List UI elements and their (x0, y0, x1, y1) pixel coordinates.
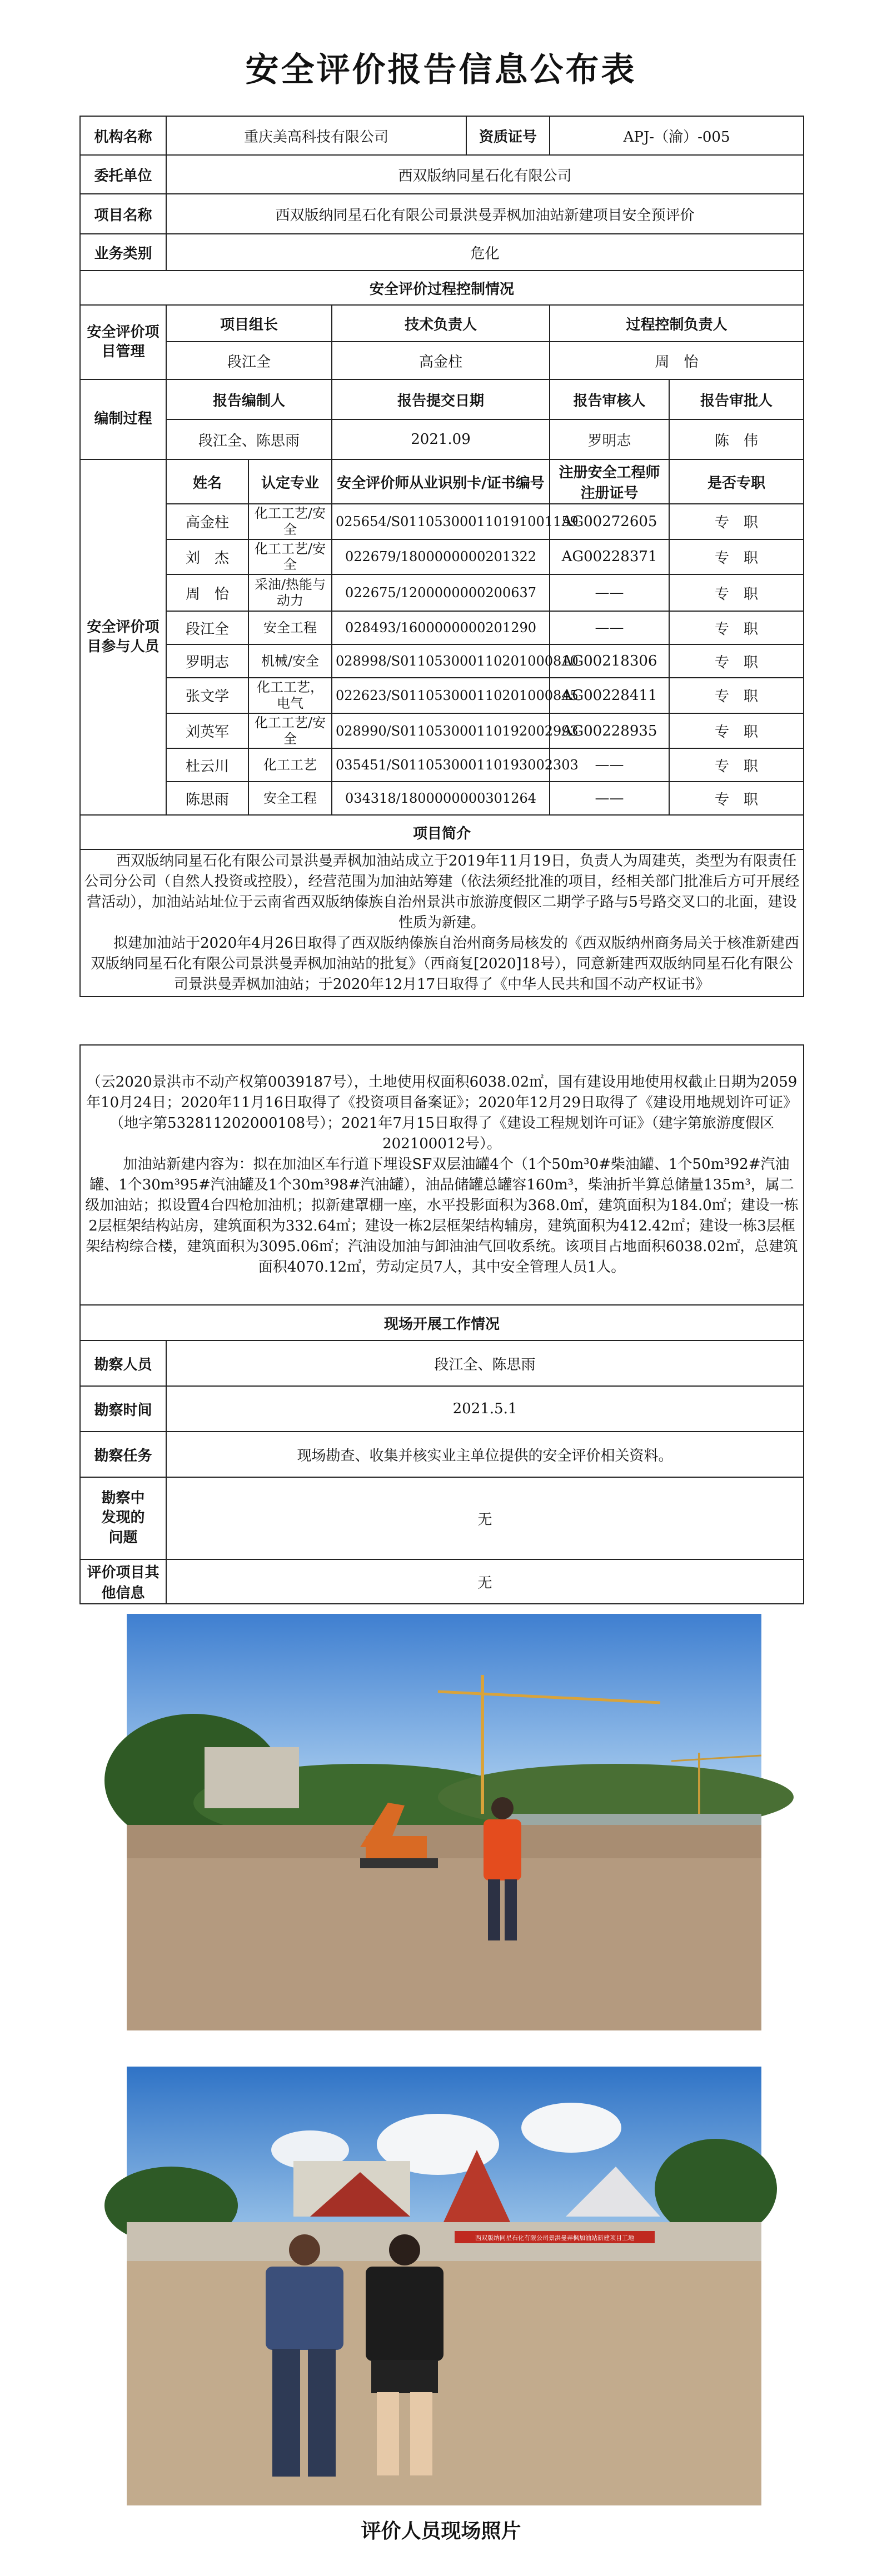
project-label: 项目名称 (80, 194, 166, 234)
personnel-reg: —— (550, 782, 669, 815)
site-label-task: 勘察任务 (80, 1432, 166, 1477)
personnel-fulltime: 专 职 (669, 504, 804, 539)
page-title: 安全评价报告信息公布表 (245, 51, 637, 89)
continuation-table (79, 1044, 804, 1604)
cert-value: APJ-（渝）-005 (550, 116, 804, 155)
cert-label: 资质证号 (466, 116, 550, 155)
photo-caption: 评价人员现场照片 (361, 2519, 521, 2543)
personnel-fulltime: 专 职 (669, 644, 804, 678)
mgmt-value-leader: 段江全 (166, 342, 332, 379)
prep-value-reviewer: 罗明志 (550, 419, 669, 459)
personnel-name: 陈思雨 (166, 782, 248, 815)
prep-header-reviewer: 报告审核人 (550, 379, 669, 419)
site-value-staff: 段江全、陈思雨 (166, 1340, 804, 1386)
personnel-major: 安全工程 (248, 782, 332, 815)
personnel-header-name: 姓名 (166, 459, 248, 504)
site-photo-2 (127, 2067, 761, 2505)
summary-continued-paragraph-1: （云2020景洪市不动产权第0039187号），土地使用权面积6038.02㎡，国有建设用地使用权截止日期为2059年10月24日；2020年11月16日取得了《投资项目备案证》；2020年12月29日取得了《建设用地规划许可证》（地字第532811202000108号）；2021年7月15日取得了《建设工程规划许可证》（建字第旅游度假区202100012号）。 (86, 1074, 798, 1153)
personnel-label: 安全评价项目参与人员 (80, 459, 166, 815)
personnel-row (80, 782, 804, 815)
personnel-fulltime: 专 职 (669, 678, 804, 713)
project-value: 西双版纳同星石化有限公司景洪曼弄枫加油站新建项目安全预评价 (166, 194, 804, 234)
process-section-title: 安全评价过程控制情况 (80, 271, 804, 305)
personnel-reg: AG00228371 (550, 539, 669, 575)
client-label: 委托单位 (80, 155, 166, 194)
personnel-header-reg: 注册安全工程师注册证号 (550, 459, 669, 504)
prep-header-approver: 报告审批人 (669, 379, 804, 419)
personnel-row (80, 713, 804, 749)
personnel-name: 罗明志 (166, 644, 248, 678)
personnel-reg: AG00228935 (550, 713, 669, 749)
site-value-other: 无 (166, 1559, 804, 1604)
personnel-table (80, 459, 804, 815)
mgmt-label: 安全评价项目管理 (80, 305, 166, 379)
site-value-task: 现场勘查、收集并核实业主单位提供的安全评价相关资料。 (166, 1432, 804, 1477)
mgmt-value-control: 周 怡 (550, 342, 804, 379)
mgmt-header-control: 过程控制负责人 (550, 305, 804, 342)
personnel-row (80, 644, 804, 678)
personnel-card: 028998/S011053000110201000810 (332, 644, 550, 678)
prep-value-author: 段江全、陈思雨 (166, 419, 332, 459)
personnel-row (80, 611, 804, 644)
personnel-card: 035451/S011053000110193002303 (332, 748, 550, 782)
personnel-name: 杜云川 (166, 748, 248, 782)
personnel-name: 高金柱 (166, 504, 248, 539)
personnel-fulltime: 专 职 (669, 574, 804, 611)
org-value: 重庆美高科技有限公司 (166, 116, 466, 155)
personnel-fulltime: 专 职 (669, 539, 804, 575)
personnel-fulltime: 专 职 (669, 748, 804, 782)
personnel-reg: —— (550, 574, 669, 611)
personnel-card: 022623/S011053000110201000845 (332, 678, 550, 713)
personnel-major: 化工工艺/安全 (248, 539, 332, 575)
prep-header-date: 报告提交日期 (332, 379, 550, 419)
personnel-major: 化工工艺/安全 (248, 713, 332, 749)
summary-paragraph-2: 拟建加油站于2020年4月26日取得了西双版纳傣族自治州商务局核发的《西双版纳州商务局关于核准新建西双版纳同星石化有限公司景洪曼弄枫加油站的批复》（西商复[2020]18号），同意新建西双版纳同星石化有限公司景洪曼弄枫加油站；于2020年12月17日取得了《中华人民共和国不动产权证书》 (91, 935, 799, 993)
site-label-other: 评价项目其他信息 (80, 1559, 166, 1604)
summary-paragraph-1: 西双版纳同星石化有限公司景洪曼弄枫加油站成立于2019年11月19日，负责人为周建英，类型为有限责任公司分公司（自然人投资或控股），经营范围为加油站筹建（依法须经批准的项目，经相关部门批准后方可开展经营活动），加油站站址位于云南省西双版纳傣族自治州景洪市旅游度假区二期学子路与5号路交叉口的北面，建设性质为新建。 (84, 853, 800, 932)
mgmt-header-tech: 技术负责人 (332, 305, 550, 342)
summary-section-title: 项目简介 (80, 815, 804, 849)
site-banner-text: 西双版纳同星石化有限公司景洪曼弄枫加油站新建项目工地 (475, 2234, 634, 2242)
personnel-header-major: 认定专业 (248, 459, 332, 504)
personnel-name: 段江全 (166, 611, 248, 644)
info-table (79, 116, 804, 997)
site-value-issues: 无 (166, 1477, 804, 1559)
personnel-fulltime: 专 职 (669, 611, 804, 644)
personnel-card: 022679/1800000000201322 (332, 539, 550, 575)
personnel-reg: AG002726​05 (550, 504, 669, 539)
personnel-major: 采油/热能与动力 (248, 574, 332, 611)
site-label-time: 勘察时间 (80, 1386, 166, 1432)
personnel-fulltime: 专 职 (669, 782, 804, 815)
personnel-card: 028990/S011053000110192002993 (332, 713, 550, 749)
summary-text (80, 849, 804, 996)
personnel-name: 刘 杰 (166, 539, 248, 575)
site-photo-1 (127, 1614, 761, 2030)
personnel-header-fulltime: 是否专职 (669, 459, 804, 504)
summary-continued-paragraph-2: 加油站新建内容为：拟在加油区车行道下埋设SF双层油罐4个（1个50m³0#柴油罐、1个50m³92#汽油罐、1个30m³95#汽油罐及1个30m³98#汽油罐），油品储罐总罐容160m³，柴油折半算总储量135m³，属二级加油站；拟设置4台四枪加油机；拟新建罩棚一座，水平投影面积为368.0㎡，建筑面积为184.0㎡；建设一栋2层框架结构站房，建筑面积为332.64㎡；建设一栋2层框架结构辅房，建筑面积为412.42㎡；建设一栋3层框架结构综合楼，建筑面积为3095.06㎡；汽油设加油与卸油油气回收系统。该项目占地面积6038.02㎡，总建筑面积4070.12㎡，劳动定员7人，其中安全管理人员1人。 (85, 1156, 799, 1276)
personnel-row (80, 504, 804, 539)
personnel-card: 025654/S011053000110191001159 (332, 504, 550, 539)
biz-label: 业务类别 (80, 234, 166, 271)
personnel-reg: —— (550, 748, 669, 782)
personnel-row (80, 748, 804, 782)
client-value: 西双版纳同星石化有限公司 (166, 155, 804, 194)
personnel-reg: AG00218306 (550, 644, 669, 678)
prep-value-approver: 陈 伟 (669, 419, 804, 459)
personnel-name: 周 怡 (166, 574, 248, 611)
prep-header-author: 报告编制人 (166, 379, 332, 419)
biz-value: 危化 (166, 234, 804, 271)
mgmt-header-leader: 项目组长 (166, 305, 332, 342)
personnel-fulltime: 专 职 (669, 713, 804, 749)
personnel-major: 化工工艺/安全 (248, 504, 332, 539)
prep-value-date: 2021.09 (332, 419, 550, 459)
personnel-reg: AG00228411 (550, 678, 669, 713)
personnel-card: 022675/1200000000200637 (332, 574, 550, 611)
prep-label: 编制过程 (80, 379, 166, 459)
personnel-major: 安全工程 (248, 611, 332, 644)
personnel-row (80, 678, 804, 713)
personnel-row (80, 574, 804, 611)
personnel-row (80, 539, 804, 575)
personnel-name: 刘英军 (166, 713, 248, 749)
personnel-reg: —— (550, 611, 669, 644)
personnel-name: 张文学 (166, 678, 248, 713)
summary-continued (80, 1045, 804, 1305)
personnel-card: 028493/1600000000201290 (332, 611, 550, 644)
personnel-major: 化工工艺 (248, 748, 332, 782)
org-label: 机构名称 (80, 116, 166, 155)
site-label-issues: 勘察中发现的问题 (80, 1477, 166, 1559)
site-value-time: 2021.5.1 (166, 1386, 804, 1432)
site-section-title: 现场开展工作情况 (80, 1305, 804, 1340)
personnel-header-card: 安全评价师从业识别卡/证书编号 (332, 459, 550, 504)
personnel-major: 化工工艺，电气 (248, 678, 332, 713)
personnel-major: 机械/安全 (248, 644, 332, 678)
personnel-card: 034318/1800000000301264 (332, 782, 550, 815)
site-label-staff: 勘察人员 (80, 1340, 166, 1386)
mgmt-value-tech: 高金柱 (332, 342, 550, 379)
